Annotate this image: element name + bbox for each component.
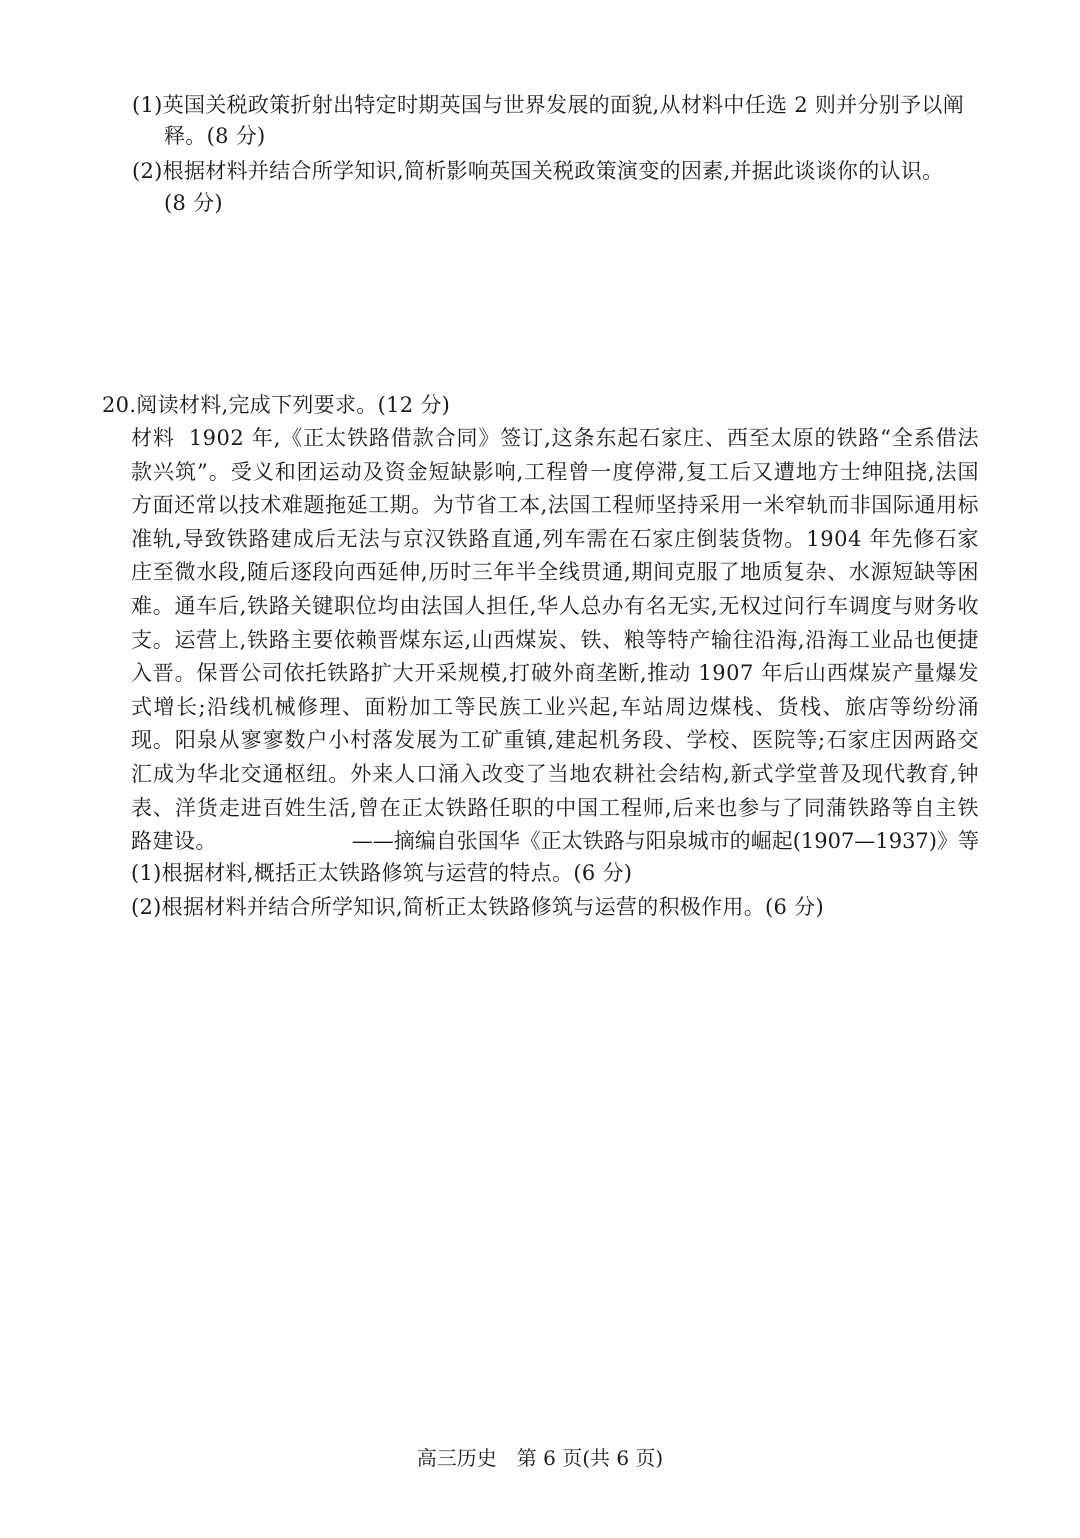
material-text: 1902 年,《正太铁路借款合同》签订,这条东起石家庄、西至太原的铁路“全系借法款兴筑”。受义和团运动及资金短缺影响,工程曾一度停滞,复工后又遭地方士绅阻挠,法国方面还常以技术难题拖延工期。为节省工本,法国工程师坚持采用一米窄轨而非国际通用标准轨,导致铁路建成后无法与京汉铁路直通,列车需在石家庄倒装货物。1904 年先修石家庄至微水段,随后逐段向西延伸,历时三年半全线贯通,期间克服了地质复杂、水源短缺等困难。通车后,铁路关键职位均由法国人担任,华人总办有名无实,无权过问行车调度与财务收支。运营上,铁路主要依赖晋煤东运,山西煤炭、铁、粮等特产输往沿海,沿海工业品也便捷入晋。保晋公司依托铁路扩大开采规模,打破外商垄断,推动 1907 年后山西煤炭产量爆发式增长;沿线机械修理、面粉加工等民族工业兴起,车站周边煤栈、货栈、旅店等纷纷涌现。阳泉从寥寥数户小村落发展为工矿重镇,建起机务段、学校、医院等;石家庄因两路交汇成为华北交通枢纽。外来人口涌入改变了当地农耕社会结构,新式学堂普及现代教育,钟表、洋货走进百姓生活,曾在正太铁路任职的中国工程师,后来也参与了同蒲铁路等自主铁路建设。 [131,426,980,854]
question-20-title: 20.阅读材料,完成下列要求。(12 分) [102,393,451,417]
prev-question-part1-line1: (1)英国关税政策折射出特定时期英国与世界发展的面貌,从材料中任选 2 则并分别予以阐 [132,93,965,117]
prev-question-part1-line2: 释。(8 分) [164,124,266,148]
question-20-part1: (1)根据材料,概括正太铁路修筑与运营的特点。(6 分) [131,861,633,885]
prev-question-part2-line1: (2)根据材料并结合所学知识,简析影响英国关税政策演变的因素,并据此谈谈你的认识。 [132,159,944,183]
material-label: 材料 [131,426,175,450]
prev-question-part2-line2: (8 分) [164,191,223,215]
page-footer [0,1444,1080,1472]
footer-subject: 高三历史 [416,1446,497,1470]
material-source: ——摘编自张国华《正太铁路与阳泉城市的崛起(1907—1937)》等 [351,829,979,853]
footer-page-number: 第 6 页(共 6 页) [516,1446,664,1470]
question-20-material [131,422,979,859]
question-20-part2: (2)根据材料并结合所学知识,简析正太铁路修筑与运营的积极作用。(6 分) [131,895,824,919]
